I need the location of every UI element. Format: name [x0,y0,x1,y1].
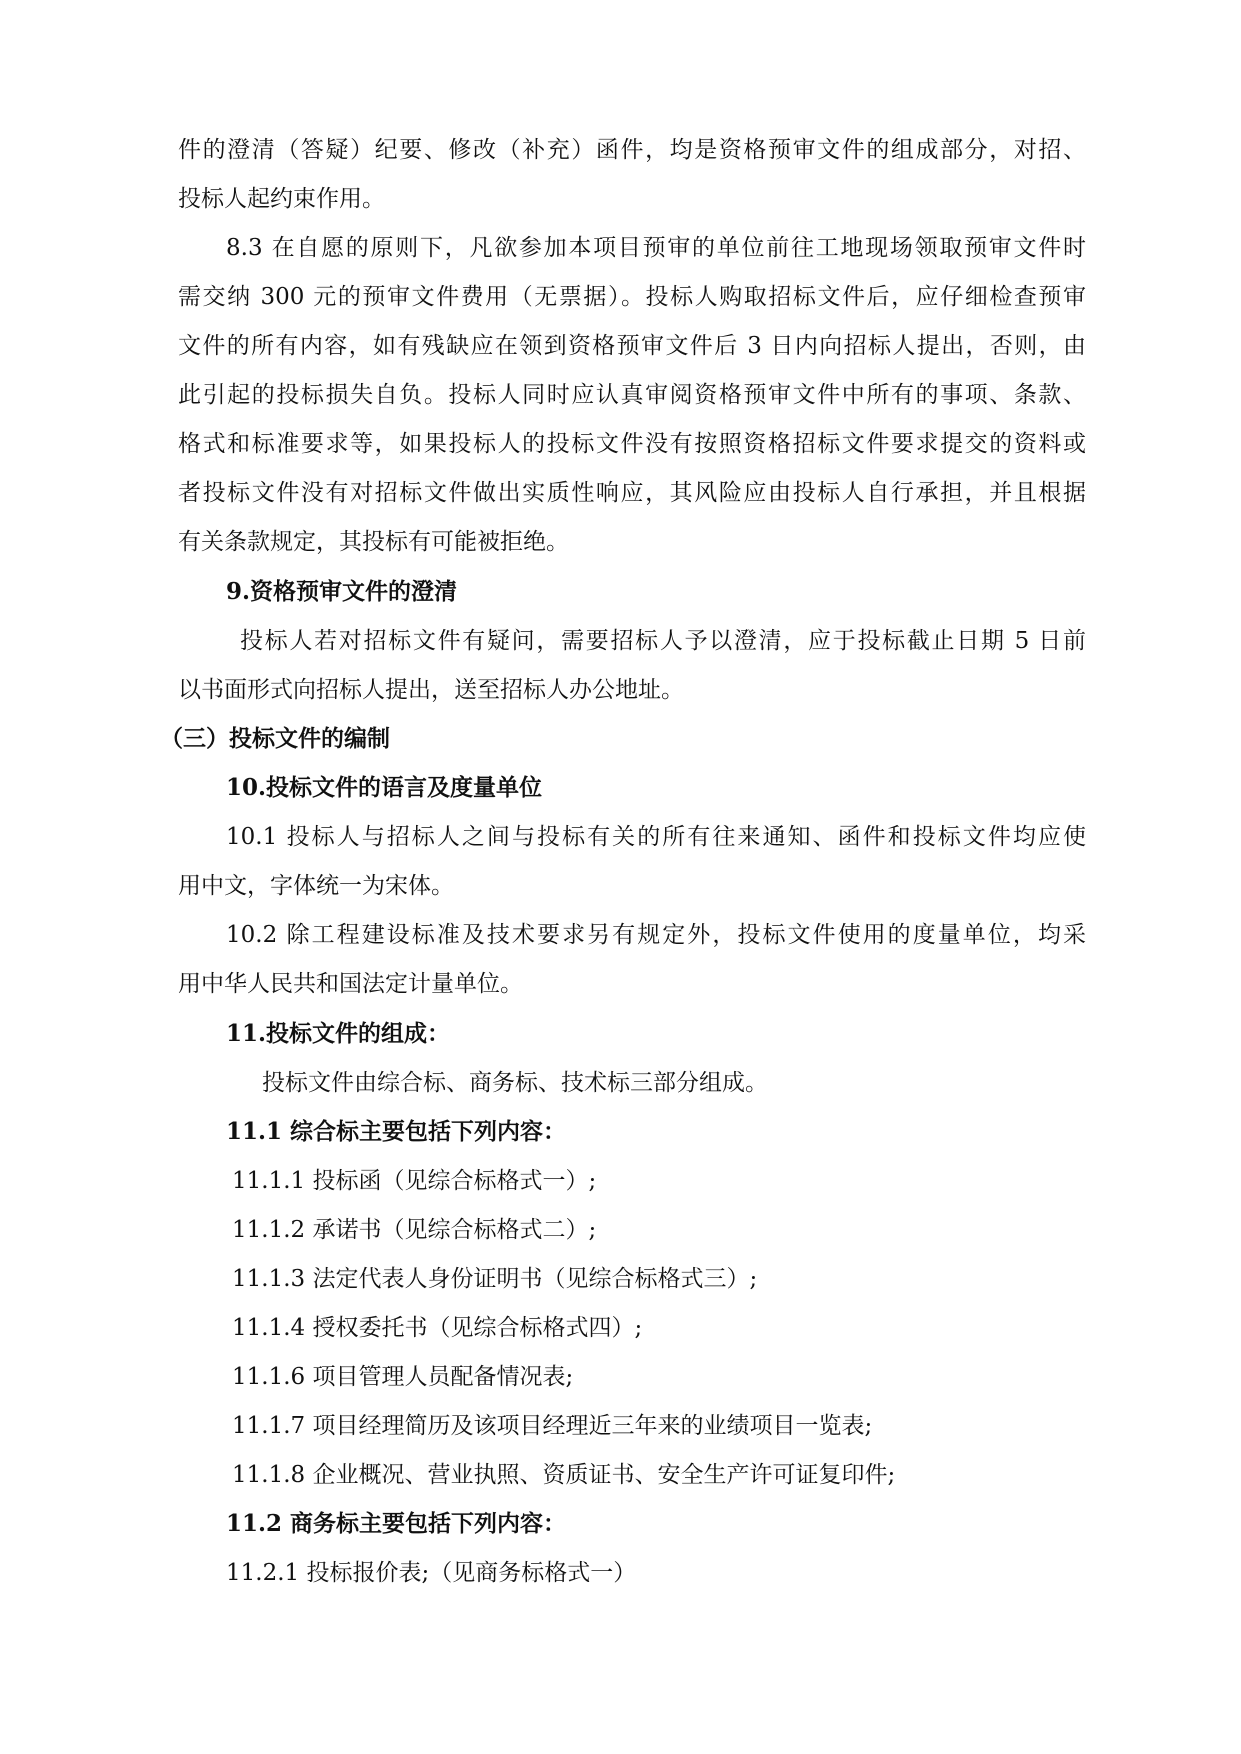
section-heading: 9.资格预审文件的澄清 [226,578,458,605]
subsection-heading: 11.1 综合标主要包括下列内容： [226,1118,567,1145]
list-item: 11.1.8 企业概况、营业执照、资质证书、安全生产许可证复印件; [232,1462,896,1488]
paragraph-line: 以书面形式向招标人提出，送至招标人办公地址。 [178,677,684,703]
subsection-heading: 11.2 商务标主要包括下列内容： [226,1510,567,1537]
paragraph-line: 格式和标准要求等，如果投标人的投标文件没有按照资格招标文件要求提交的资料或 [178,431,1086,457]
paragraph-line: 文件的所有内容，如有残缺应在领到资格预审文件后 3 日内向招标人提出，否则，由 [178,333,1086,359]
paragraph-line: 投标文件由综合标、商务标、技术标三部分组成。 [262,1070,768,1096]
paragraph-line: 用中华人民共和国法定计量单位。 [178,971,523,997]
list-item: 11.1.4 授权委托书（见综合标格式四）; [232,1315,643,1341]
list-item: 11.1.3 法定代表人身份证明书（见综合标格式三）; [232,1266,758,1292]
section-heading: 11.投标文件的组成： [226,1020,451,1047]
paragraph-line: 8.3 在自愿的原则下，凡欲参加本项目预审的单位前往工地现场领取预审文件时 [226,235,1086,261]
paragraph-line: 投标人起约束作用。 [178,186,385,212]
paragraph-line: 此引起的投标损失自负。投标人同时应认真审阅资格预审文件中所有的事项、条款、 [178,382,1086,408]
chapter-heading: （三）投标文件的编制 [160,725,390,752]
paragraph-line: 10.2 除工程建设标准及技术要求另有规定外，投标文件使用的度量单位，均采 [226,922,1086,948]
list-item: 11.1.6 项目管理人员配备情况表; [232,1364,574,1390]
list-item: 11.1.2 承诺书（见综合标格式二）; [232,1217,597,1243]
list-item: 11.1.7 项目经理简历及该项目经理近三年来的业绩项目一览表; [232,1413,873,1439]
paragraph-line: 者投标文件没有对招标文件做出实质性响应，其风险应由投标人自行承担，并且根据 [178,480,1086,506]
paragraph-line: 件的澄清（答疑）纪要、修改（补充）函件，均是资格预审文件的组成部分，对招、 [178,137,1086,163]
paragraph-line: 投标人若对招标文件有疑问，需要招标人予以澄清，应于投标截止日期 5 日前 [240,628,1086,654]
paragraph-line: 需交纳 300 元的预审文件费用（无票据）。投标人购取招标文件后，应仔细检查预审 [178,284,1086,310]
paragraph-line: 有关条款规定，其投标有可能被拒绝。 [178,529,569,555]
section-heading: 10.投标文件的语言及度量单位 [226,774,543,801]
paragraph-line: 10.1 投标人与招标人之间与投标有关的所有往来通知、函件和投标文件均应使 [226,824,1086,850]
list-item: 11.2.1 投标报价表;（见商务标格式一） [226,1560,637,1586]
paragraph-line: 用中文，字体统一为宋体。 [178,873,454,899]
list-item: 11.1.1 投标函（见综合标格式一）; [232,1168,597,1194]
